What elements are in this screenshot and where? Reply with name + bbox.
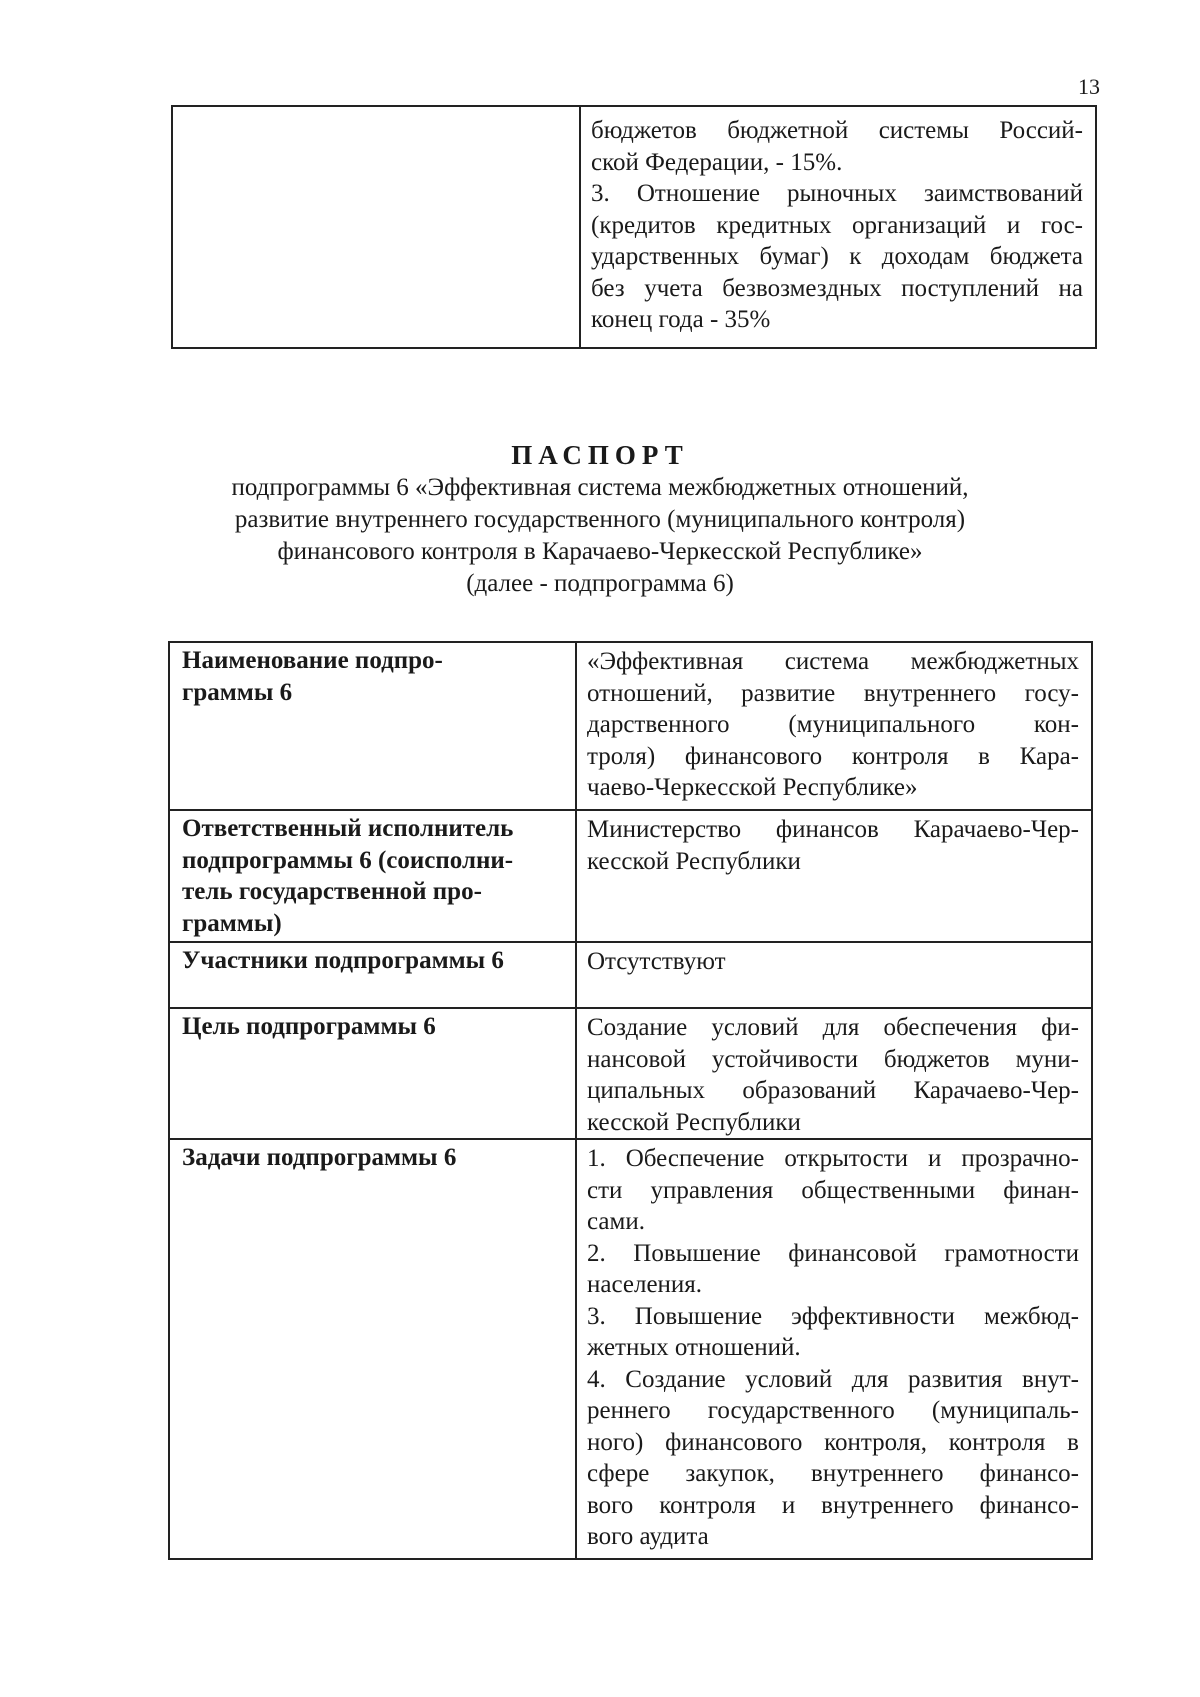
text-line: троля) финансового контроля в Кара- xyxy=(587,742,1079,770)
heading-line: (далее - подпрограмма 6) xyxy=(466,570,734,597)
text-line: тель государственной про- xyxy=(182,878,482,905)
text-line: граммы 6 xyxy=(182,678,293,706)
row-value xyxy=(577,643,1091,809)
text-line: (кредитов кредитных организаций и гос- xyxy=(591,211,1083,239)
continuation-empty-cell xyxy=(173,107,579,347)
heading-title: ПАСПОРТ xyxy=(511,440,689,470)
text-line: отношений, развитие внутреннего госу- xyxy=(587,679,1079,707)
text-line: реннего государственного (муниципаль- xyxy=(587,1397,1079,1424)
text-line: дарственного (муниципального кон- xyxy=(587,711,1079,738)
text-line: Цель подпрограммы 6 xyxy=(182,1013,436,1040)
text-line: 2. Повышение финансовой грамотности xyxy=(587,1239,1079,1267)
table-row xyxy=(170,643,1091,809)
text-line: подпрограммы 6 (соисполни- xyxy=(182,846,514,874)
text-line: Отсутствуют xyxy=(587,948,726,975)
text-line: 3. Отношение рыночных заимствований xyxy=(591,180,1083,207)
text-line: сами. xyxy=(587,1208,645,1235)
row-value xyxy=(577,1140,1091,1558)
text-line: ного) финансового контроля, контроля в xyxy=(587,1428,1079,1456)
row-label xyxy=(170,1009,575,1138)
text-line: Наименование подпро- xyxy=(182,647,443,674)
text-line: граммы) xyxy=(182,909,282,937)
text-line: нансовой устойчивости бюджетов муни- xyxy=(587,1045,1079,1073)
passport-heading xyxy=(150,438,1050,600)
text-line: конец года - 35% xyxy=(591,306,771,333)
table-row xyxy=(170,1138,1091,1558)
row-label xyxy=(170,943,575,1007)
text-line: кесской Республики xyxy=(587,847,801,875)
page-number: 13 xyxy=(1078,74,1100,99)
heading-line: финансового контроля в Карачаево-Черкесской Республике» xyxy=(277,538,923,565)
text-line: ципальных образований Карачаево-Чер- xyxy=(587,1077,1079,1104)
heading-line: подпрограммы 6 «Эффективная система межбюджетных отношений, xyxy=(231,474,969,501)
row-value xyxy=(577,943,1091,1007)
row-label xyxy=(170,643,575,809)
continuation-value-cell xyxy=(581,107,1095,347)
text-line: сти управления общественными финан- xyxy=(587,1176,1079,1204)
continuation-table xyxy=(171,105,1097,349)
text-line: жетных отношений. xyxy=(587,1334,801,1361)
text-line: 4. Создание условий для развития внут- xyxy=(587,1365,1079,1393)
table-row xyxy=(170,809,1091,941)
table-row xyxy=(170,1007,1091,1138)
text-line: Участники подпрограммы 6 xyxy=(182,947,504,974)
text-line: чаево-Черкесской Республике» xyxy=(587,774,918,801)
text-line: ской Федерации, - 15%. xyxy=(591,148,843,176)
text-line: «Эффективная система межбюджетных xyxy=(587,648,1079,675)
text-line: ударственных бумаг) к доходам бюджета xyxy=(591,243,1083,270)
text-line: без учета безвозмездных поступлений на xyxy=(591,274,1083,302)
text-line: вого контроля и внутреннего финансо- xyxy=(587,1491,1079,1519)
text-line: бюджетов бюджетной системы Россий- xyxy=(591,117,1083,144)
text-line: сфере закупок, внутреннего финансо- xyxy=(587,1460,1079,1487)
row-value xyxy=(577,1009,1091,1138)
text-line: Создание условий для обеспечения фи- xyxy=(587,1014,1079,1041)
table-row xyxy=(170,941,1091,1007)
row-label xyxy=(170,811,575,941)
passport-table xyxy=(168,641,1093,1560)
text-line: Министерство финансов Карачаево-Чер- xyxy=(587,816,1079,843)
text-line: 3. Повышение эффективности межбюд- xyxy=(587,1302,1079,1330)
text-line: кесской Республики xyxy=(587,1108,801,1136)
row-label xyxy=(170,1140,575,1558)
text-line: Ответственный исполнитель xyxy=(182,815,514,842)
heading-line: развитие внутреннего государственного (муниципального контроля) xyxy=(234,506,966,533)
row-value xyxy=(577,811,1091,941)
text-line: 1. Обеспечение открытости и прозрачно- xyxy=(587,1145,1079,1172)
text-line: населения. xyxy=(587,1271,703,1298)
text-line: вого аудита xyxy=(587,1523,709,1550)
text-line: Задачи подпрограммы 6 xyxy=(182,1144,457,1171)
